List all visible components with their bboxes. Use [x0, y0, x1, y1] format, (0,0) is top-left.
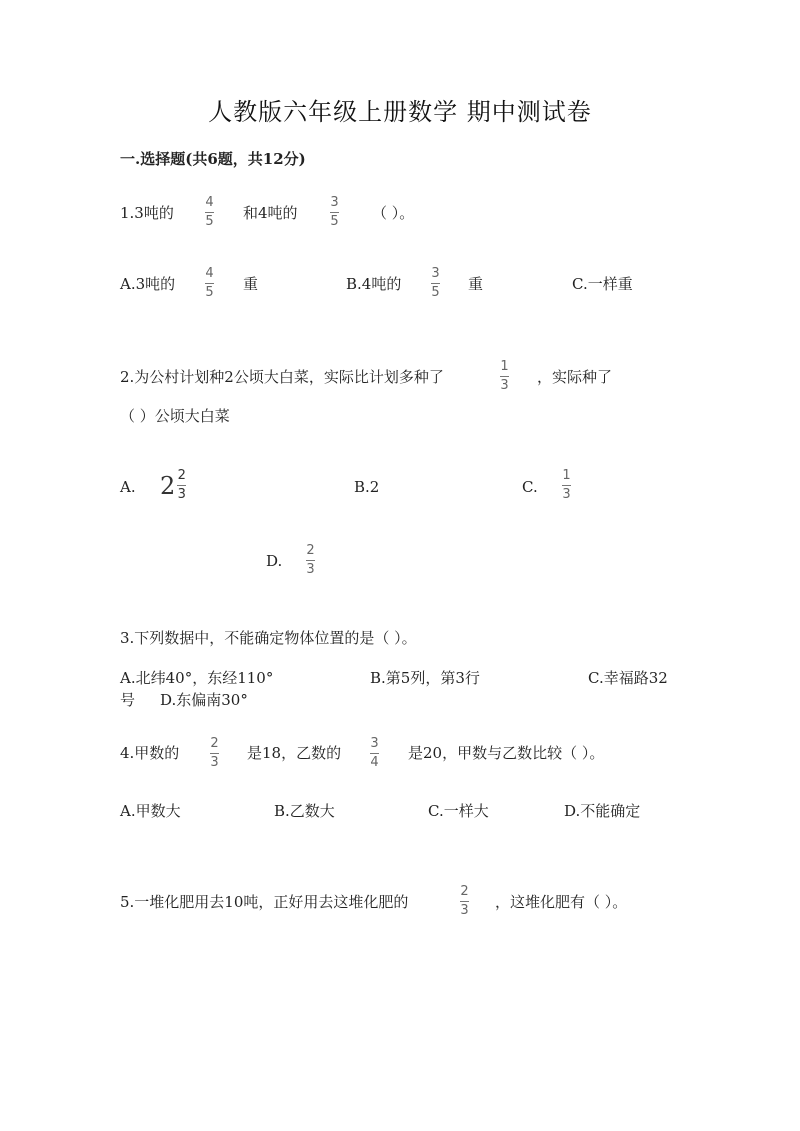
numerator: 3 — [370, 736, 379, 751]
numerator: 3 — [330, 195, 339, 210]
q2-option-d-label: D. — [266, 552, 283, 570]
q1-option-b-suffix: 重 — [468, 275, 484, 293]
q2-text-c: （ ）公顷大白菜 — [120, 407, 230, 425]
q2-option-b: B.2 — [354, 478, 380, 496]
q1-option-b-text: B.4吨的 — [346, 275, 402, 293]
q4-text-c: 是20，甲数与乙数比较（ ）。 — [408, 744, 605, 762]
q1-option-c: C.一样重 — [572, 275, 633, 293]
q2-option-c-fraction — [562, 469, 571, 502]
q1-answer-blank: （ ）。 — [372, 204, 415, 222]
q5-text-b: ，这堆化肥有（ ）。 — [495, 893, 628, 911]
section-heading: 一.选择题(共6题，共12分) — [120, 150, 306, 168]
q4-text-a: 4.甲数的 — [120, 744, 180, 762]
numerator: 1 — [562, 468, 571, 483]
q3-option-b: B.第5列，第3行 — [370, 669, 480, 687]
numerator: 4 — [205, 195, 214, 210]
q4-text-b: 是18，乙数的 — [247, 744, 342, 762]
denominator: 5 — [205, 285, 214, 300]
numerator: 1 — [500, 359, 509, 374]
denominator: 5 — [205, 214, 214, 229]
q5-text-a: 5.一堆化肥用去10吨，正好用去这堆化肥的 — [120, 893, 409, 911]
q2-option-d-fraction — [306, 544, 315, 577]
denominator: 4 — [370, 755, 379, 770]
denominator: 3 — [562, 487, 571, 502]
q3-option-a: A.北纬40°，东经110° — [120, 669, 274, 687]
denominator: 3 — [177, 487, 186, 502]
q3-option-d: D.东偏南30° — [160, 691, 248, 709]
q4-fraction-2 — [370, 737, 379, 770]
q3-option-c-continued: 号 — [120, 691, 136, 709]
q2-fraction-1 — [500, 360, 509, 393]
q2-option-c-label: C. — [522, 478, 538, 496]
q3-text: 3.下列数据中，不能确定物体位置的是（ ）。 — [120, 629, 417, 647]
numerator: 2 — [210, 736, 219, 751]
q3-option-c: C.幸福路32 — [588, 669, 668, 687]
q4-option-c: C.一样大 — [428, 802, 489, 820]
q4-option-d: D.不能确定 — [564, 802, 641, 820]
denominator: 5 — [431, 285, 440, 300]
q4-fraction-1 — [210, 737, 219, 770]
q2-text-a: 2.为公村计划种2公顷大白菜，实际比计划多种了 — [120, 368, 444, 386]
numerator: 2 — [306, 543, 315, 558]
q2-option-a-label: A. — [120, 478, 136, 496]
numerator: 4 — [205, 266, 214, 281]
q5-fraction-1 — [460, 885, 469, 918]
q1-text-a: 1.3吨的 — [120, 204, 174, 222]
denominator: 3 — [500, 378, 509, 393]
q2-text-b: ，实际种了 — [537, 368, 613, 386]
numerator: 3 — [431, 266, 440, 281]
q4-option-a: A.甲数大 — [120, 802, 181, 820]
q1-option-a-fraction — [205, 267, 214, 300]
numerator: 2 — [177, 468, 186, 483]
q1-option-b-fraction — [431, 267, 440, 300]
denominator: 3 — [210, 755, 219, 770]
q1-fraction-2 — [330, 196, 339, 229]
q1-option-a-suffix: 重 — [243, 275, 259, 293]
q1-text-b: 和4吨的 — [243, 204, 298, 222]
fraction-part — [177, 469, 186, 502]
denominator: 5 — [330, 214, 339, 229]
page-title: 人教版六年级上册数学 期中测试卷 — [208, 98, 592, 126]
numerator: 2 — [460, 884, 469, 899]
q2-option-a-mixed-number — [160, 469, 186, 502]
q4-option-b: B.乙数大 — [274, 802, 335, 820]
q1-option-a-text: A.3吨的 — [120, 275, 176, 293]
q1-fraction-1 — [205, 196, 214, 229]
denominator: 3 — [306, 562, 315, 577]
whole-part: 2 — [160, 471, 176, 500]
denominator: 3 — [460, 903, 469, 918]
